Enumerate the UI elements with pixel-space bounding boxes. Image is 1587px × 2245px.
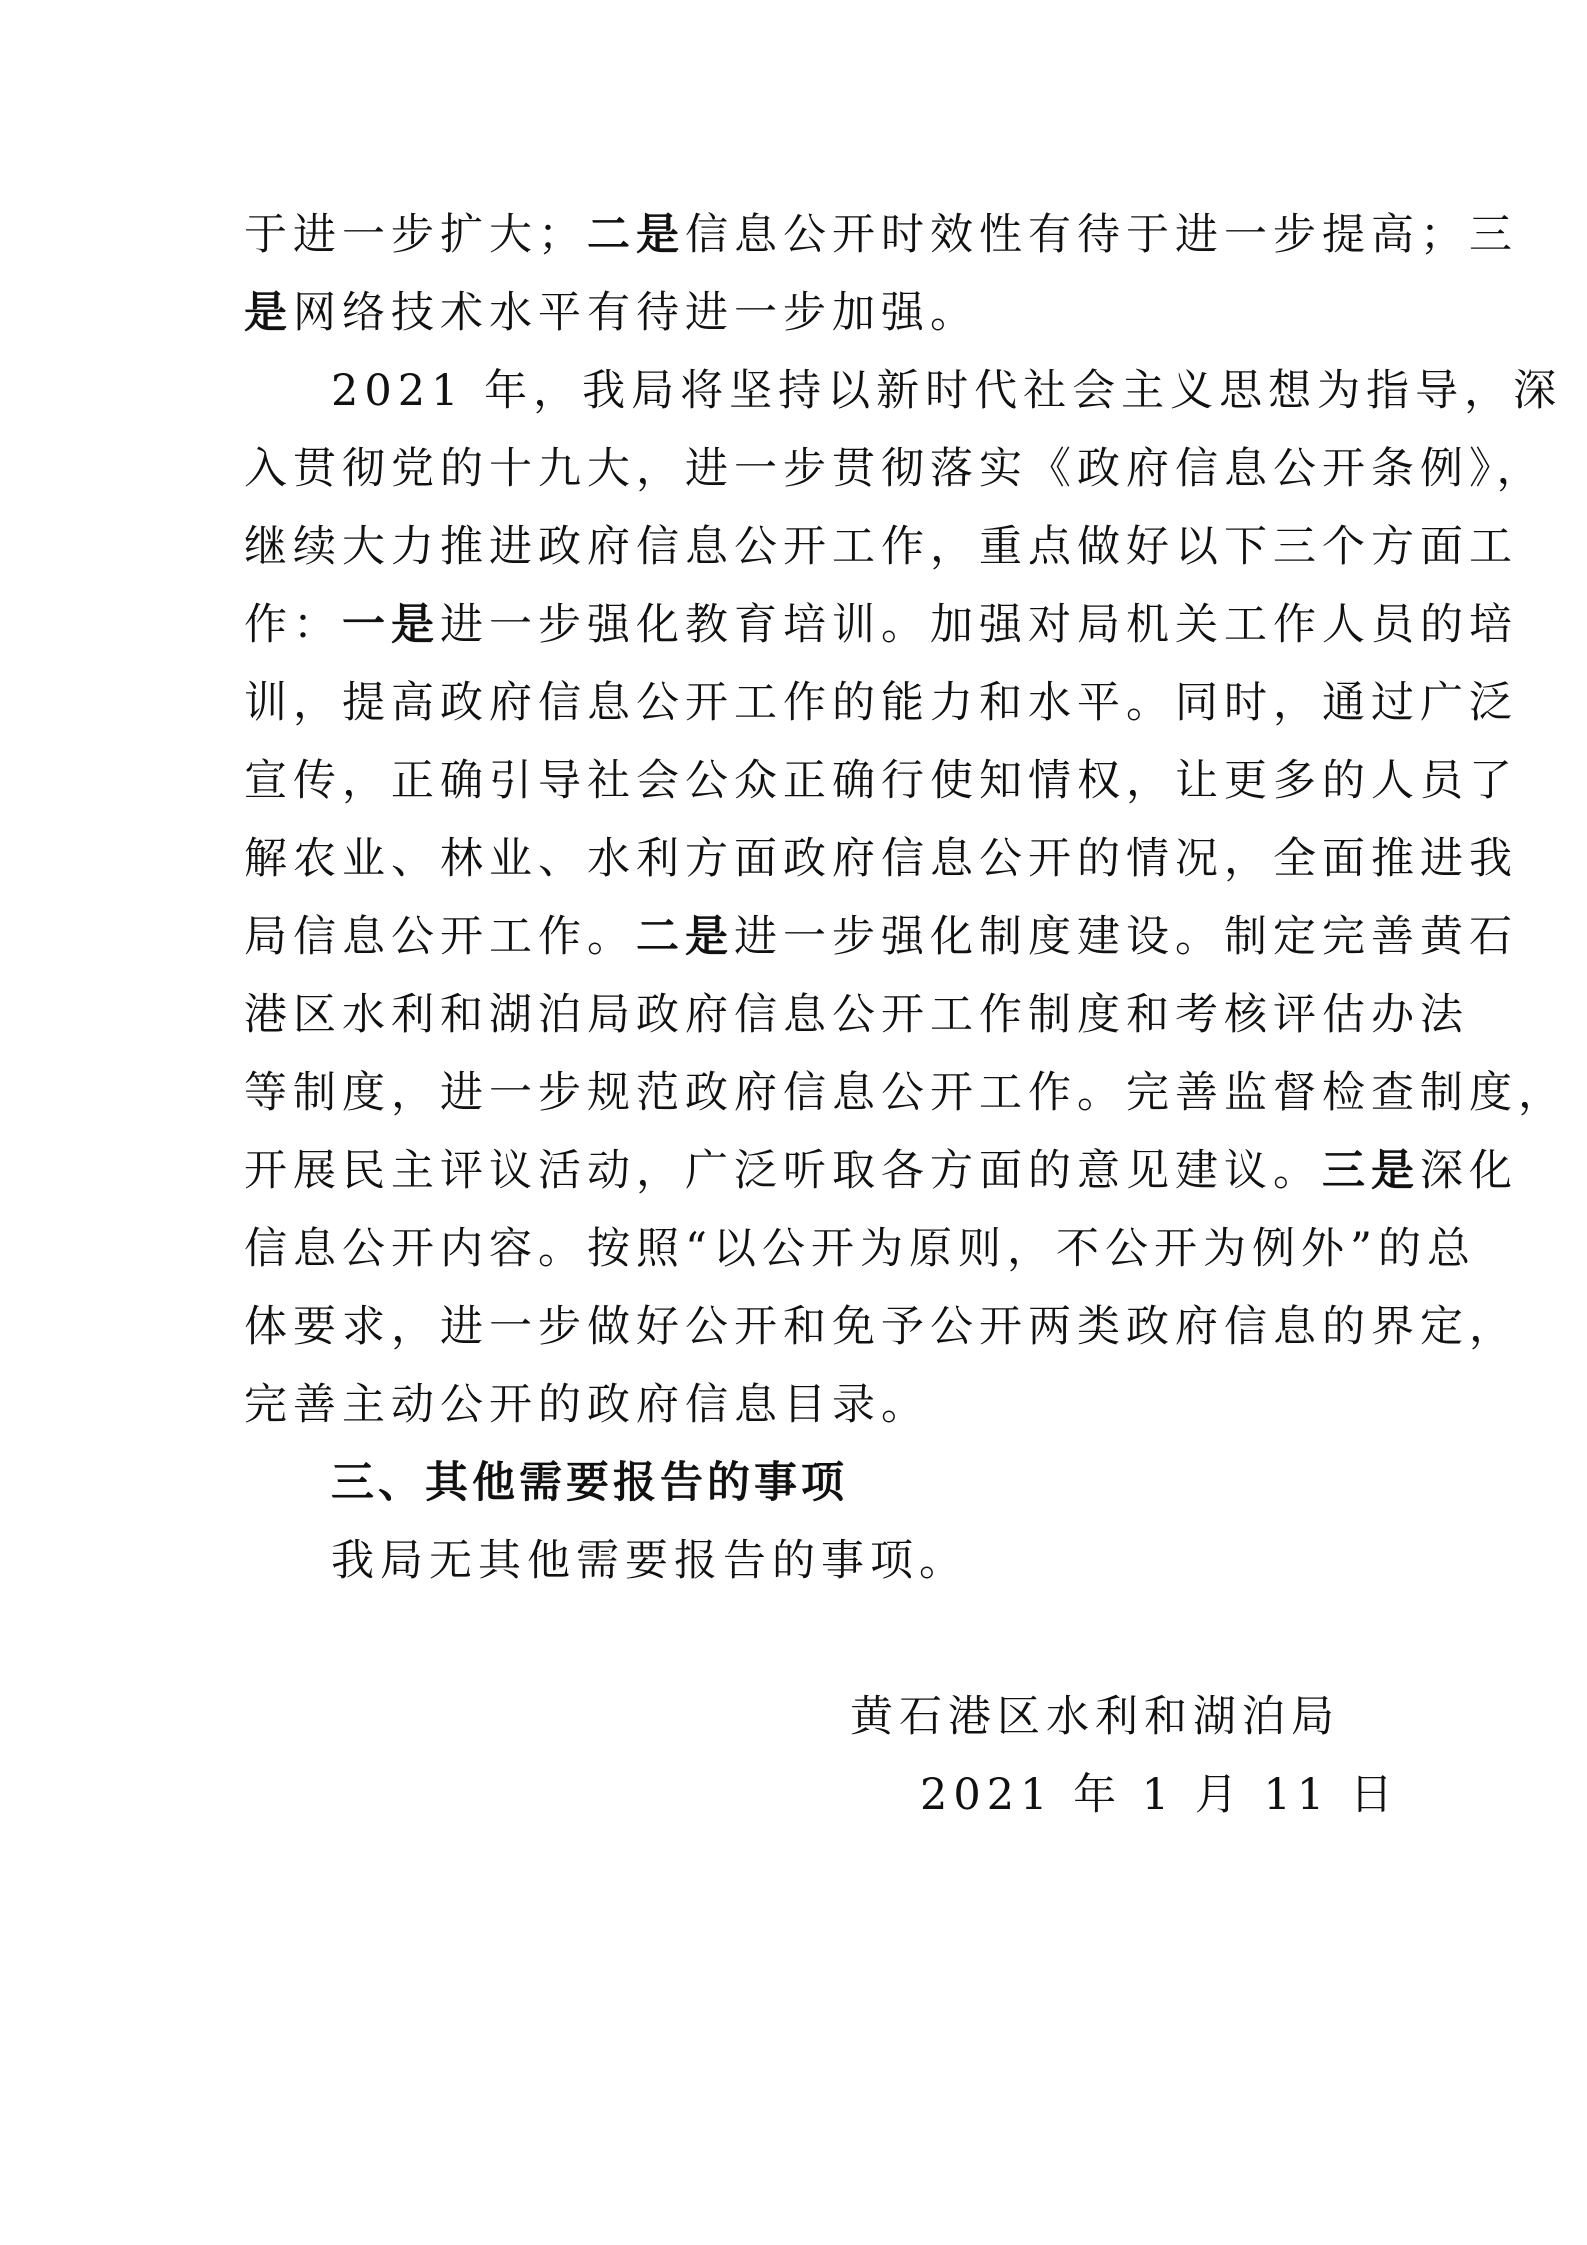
section-heading: 三、其他需要报告的事项 <box>331 1458 848 1508</box>
text-segment: 进一步强化教育培训。加强对局机关工作人员的培 <box>440 600 1518 650</box>
paragraph-line: 继续大力推进政府信息公开工作，重点做好以下三个方面工 <box>244 522 1518 572</box>
section-body: 我局无其他需要报告的事项。 <box>331 1536 968 1586</box>
emphasis-label: 二是 <box>636 912 734 962</box>
text-segment: 作： <box>244 600 342 650</box>
paragraph-line: 解农业、林业、水利方面政府信息公开的情况，全面推进我 <box>244 834 1518 884</box>
emphasis-label: 三是 <box>1322 1146 1420 1196</box>
paragraph-line: 体要求，进一步做好公开和免予公开两类政府信息的界定， <box>244 1302 1518 1352</box>
paragraph-line: 等制度，进一步规范政府信息公开工作。完善监督检查制度， <box>244 1068 1567 1118</box>
paragraph-line: 训，提高政府信息公开工作的能力和水平。同时，通过广泛 <box>244 678 1518 728</box>
signature-organization: 黄石港区水利和湖泊局 <box>850 1692 1340 1742</box>
text-segment: 局信息公开工作。 <box>244 912 636 962</box>
text-segment: 进一步强化制度建设。制定完善黄石 <box>734 912 1518 962</box>
paragraph-line: 港区水利和湖泊局政府信息公开工作制度和考核评估办法 <box>244 990 1469 1040</box>
text-segment: 信息公开时效性有待于进一步提高；三 <box>685 210 1518 260</box>
text-segment: 于进一步扩大； <box>244 210 587 260</box>
emphasis-label: 二是 <box>587 210 685 260</box>
paragraph-line: 2021 年，我局将坚持以新时代社会主义思想为指导，深 <box>331 366 1563 416</box>
paragraph-line: 宣传，正确引导社会公众正确行使知情权，让更多的人员了 <box>244 756 1518 806</box>
paragraph-line <box>244 590 1518 660</box>
paragraph-line: 完善主动公开的政府信息目录。 <box>244 1380 930 1430</box>
paragraph-line <box>244 200 1518 270</box>
signature-date: 2021 年 1 月 11 日 <box>920 1770 1399 1820</box>
text-segment: 深化 <box>1420 1146 1518 1196</box>
emphasis-label: 是 <box>244 288 293 338</box>
paragraph-line <box>244 278 1344 348</box>
paragraph-line: 信息公开内容。按照“以公开为原则，不公开为例外”的总 <box>244 1224 1476 1274</box>
emphasis-label: 一是 <box>342 600 440 650</box>
text-segment: 网络技术水平有待进一步加强。 <box>293 288 979 338</box>
paragraph-line: 入贯彻党的十九大，进一步贯彻落实《政府信息公开条例》， <box>244 444 1546 494</box>
text-segment: 开展民主评议活动，广泛听取各方面的意见建议。 <box>244 1146 1322 1196</box>
paragraph-line <box>244 1136 1518 1206</box>
paragraph-line <box>244 902 1518 972</box>
